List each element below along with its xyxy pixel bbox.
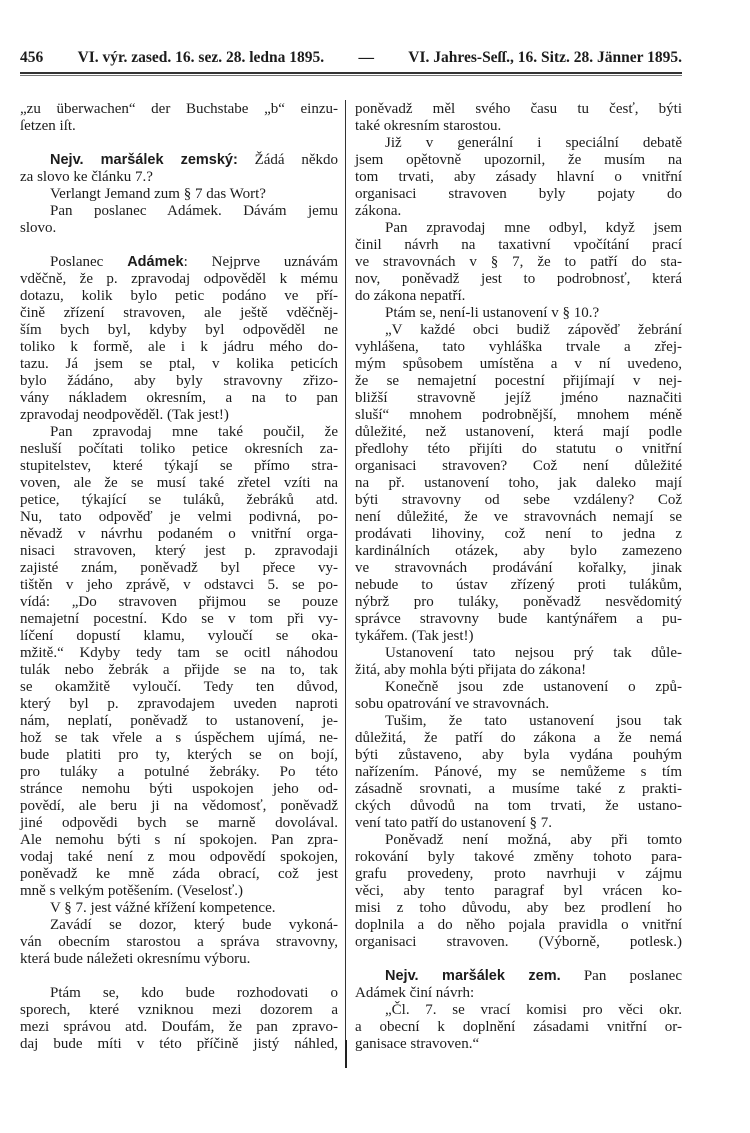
text-line: zásadně srovnati, a musíme také z prakti- — [355, 781, 682, 797]
text-line: nýbrž pro tuláky, poněvadž nesvědomitý — [355, 594, 682, 610]
text-line: který byl p. zpravodajem uveden naproti — [20, 696, 338, 712]
left-column — [20, 101, 338, 1053]
paragraph-gap — [20, 135, 338, 152]
text-line: jsem opětovně upozornil, že musím na — [355, 152, 682, 168]
text-line: vení tato patří do ustanovení § 7. — [355, 815, 553, 831]
text-line: Poněvadž není možná, aby při tomto — [385, 832, 682, 848]
text-line: nemajetní pocestní. Kdo se v tom při vy- — [20, 611, 338, 627]
paragraph-gap — [20, 968, 338, 985]
paragraph — [20, 424, 338, 900]
text-line: slovo. — [20, 220, 57, 236]
text-line: hož se tak vřele a s úspěchem ujímá, ne- — [20, 730, 338, 746]
text-line: zajisté znám, poněvadž byl přece vy- — [20, 560, 338, 576]
text-line: Pan zpravodaj mne také poučil, že — [50, 424, 338, 440]
text-line: stupitelstev, které týkají se přímo stra- — [20, 458, 338, 474]
text-line: činil návrh na taxativní vpočítání prací — [355, 237, 682, 253]
text-line: mým spůsobem umístěna a v ní uvedeno, — [355, 356, 682, 372]
text-line: organisaci stravoven byly pojaty do — [355, 186, 682, 202]
text-line: líčení dopustí klamu, vyloučí se oka- — [20, 628, 338, 644]
text-line: tulák nebo žebrák a přijde se na to, tak — [20, 662, 338, 678]
paragraph — [20, 985, 338, 1053]
paragraph — [355, 135, 682, 220]
text-line: daj bude míti v této příčině jistý náhled, — [20, 1036, 338, 1052]
paragraph — [355, 1002, 682, 1053]
text-line: a obecní k doplnění zásadami vnitřní or- — [355, 1019, 682, 1035]
text-line: zpravodaj neodpověděl. (Tak jest!) — [20, 407, 229, 423]
right-column — [355, 101, 682, 1053]
text-line: petice, týkající se tuláků, žebráků atd. — [20, 492, 338, 508]
text-line: ve stravovnách v § 7, že to patří do sta- — [355, 254, 682, 270]
text-line: stránce nemohu býti uspokojen jeho od- — [20, 781, 338, 797]
paragraph — [355, 713, 682, 832]
text-line: misi z toho důvodu, aby bez prodlení ho — [355, 900, 682, 916]
text-line: nesluší počítati toliko petice okresních za- — [20, 441, 338, 457]
text-line: zákona. — [355, 203, 402, 219]
text-line: ším bych byl, kdyby byl odpověděl ne — [20, 322, 338, 338]
paragraph — [20, 101, 338, 135]
paragraph — [20, 203, 338, 237]
text-line: bylo žádáno, aby byly stravovny zřizo- — [20, 373, 338, 389]
paragraph — [355, 832, 682, 951]
text-line: že se nemajetní pocestní přijímají v nej- — [355, 373, 682, 389]
header-german: VI. Jahres-Seſſ., 16. Sitz. 28. Jänner 1895. — [408, 49, 682, 66]
text-line: V § 7. jest vážné křížení kompetence. — [50, 900, 276, 916]
paragraph — [20, 917, 338, 968]
speaker-name: Nejv. maršálek zem. — [385, 968, 561, 984]
speaker-name: Nejv. maršálek zemský: — [50, 152, 238, 168]
paragraph — [20, 152, 338, 186]
text-line: ckých důvodů na tom trvati, že ustano- — [355, 798, 682, 814]
text-line: pro tuláky a potulné žebráky. Po této — [20, 764, 338, 780]
speaker-name: Adámek — [127, 254, 184, 270]
text-line: věci, aby tento paragraf byl vrácen ko- — [355, 883, 682, 899]
text-line: která bude náležeti okresnímu výboru. — [20, 951, 251, 967]
text-line: toliko k formě, ale i k jádru mého do- — [20, 339, 338, 355]
text-line: voven, ale že se musí také zřetel vzíti na — [20, 475, 338, 491]
paragraph — [355, 305, 682, 322]
text-line: „zu überwachen“ der Buchstabe „b“ einzu- — [20, 101, 338, 117]
text-line: na př. ustanovení toho, jak daleko mají — [355, 475, 682, 491]
text-line: bude platiti pro ty, kterých se on bojí, — [20, 747, 338, 763]
text-line: Pan zpravodaj mne odbyl, když jsem — [385, 220, 682, 236]
text-line: organisaci stravoven. (Výborně, potlesk.) — [355, 934, 682, 950]
text-line: býti stravovny od sebe vzdáleny? Což — [355, 492, 682, 508]
text-line: předlohy této přijíti do statutu o vnitřní — [355, 441, 682, 457]
text-line: tištěn v jeho zprávě, v odstavci 5. se po- — [20, 577, 338, 593]
text-line: poněvadž měl svého času tu česť, býti — [355, 101, 682, 117]
text-line: do zákona nepatří. — [355, 288, 466, 304]
page-number: 456 — [20, 49, 44, 66]
text-line: Zavádí se dozor, který bude vykoná- — [50, 917, 338, 933]
text-line: vyhlášena, tato vyhláška trvale a zřej- — [355, 339, 682, 355]
paragraph — [355, 968, 682, 1002]
header-rule-thin — [20, 75, 682, 76]
text-segment: Pan poslanec — [560, 968, 682, 984]
text-line: tazu. Já jsem se ptal, v kolika peticích — [20, 356, 338, 372]
text-line: prodávati lihoviny, což není to jedna z — [355, 526, 682, 542]
text-line: Verlangt Jemand zum § 7 das Wort? — [50, 186, 266, 202]
text-line: mžitě.“ Kdyby tedy tam se ocitl náhodou — [20, 645, 338, 661]
text-line: organisaci stravoven? Což není důležité — [355, 458, 682, 474]
text-line: nařízením. Pánové, my se nemůžeme s tím — [355, 764, 682, 780]
text-line: něvadž v návrhu podaném o vnitřní orga- — [20, 526, 338, 542]
paragraph — [20, 186, 338, 203]
text-line: ganisace stravoven.“ — [355, 1036, 480, 1052]
text-line: „Čl. 7. se vrací komisi pro věci okr. — [385, 1002, 682, 1018]
text-line: ſetzen iſt. — [20, 118, 76, 134]
text-line: mezi správou atd. Doufám, že pan zpravo- — [20, 1019, 338, 1035]
text-line: také okresním starostou. — [355, 118, 502, 134]
text-line: kardinálních otázek, aby bylo zamezeno — [355, 543, 682, 559]
text-line — [20, 254, 338, 271]
paragraph-gap — [355, 951, 682, 968]
text-line: tykářem. (Tak jest!) — [355, 628, 474, 644]
text-line: Ale nemohu býti s ní spokojen. Pan zpra- — [20, 832, 338, 848]
paragraph — [355, 101, 682, 135]
text-line: důležitá, že patří do zákona a že nemá — [355, 730, 682, 746]
text-line: za slovo ke článku 7.? — [20, 169, 153, 185]
text-line: vodaj také není z mou odpovědí spokojen, — [20, 849, 338, 865]
page-header — [20, 49, 682, 69]
text-line: grafu provedeny, proto navrhuji v zájmu — [355, 866, 682, 882]
text-line: důležité, než ustanovení, která mají podle — [355, 424, 682, 440]
text-segment: Poslanec — [50, 254, 128, 270]
text-line: sobu opatrování ve stravovnách. — [355, 696, 550, 712]
text-line: nisaci stravoven, který jest p. zpravodaji — [20, 543, 338, 559]
header-dash: — — [358, 49, 374, 66]
text-line: vídá: „Do stravoven přijmou se pouze — [20, 594, 338, 610]
text-line: Tušim, že tato ustanovení jsou tak — [385, 713, 682, 729]
text-line — [355, 968, 682, 985]
text-line: jiné odpovědi bych se marně dovolával. — [20, 815, 338, 831]
text-line: Adámek činí návrh: — [355, 985, 475, 1001]
text-line — [20, 152, 338, 169]
header-czech: VI. výr. zased. 16. sez. 28. ledna 1895. — [77, 49, 325, 66]
text-line: ván obecním starostou a správa stravovny, — [20, 934, 338, 950]
text-line: Ptám se, není-li ustanovení v § 10.? — [385, 305, 600, 321]
header-rule — [20, 72, 682, 74]
paragraph-gap — [20, 237, 338, 254]
text-line: sporech, které vzniknou mezi dozorem a — [20, 1002, 338, 1018]
text-line: poněvadž ke mně záda obrací, což jest — [20, 866, 338, 882]
text-line: bližší stravovně jejíž jméno naznačiti — [355, 390, 682, 406]
text-line: doplnila a do něho pojala pravidla o vnitřní — [355, 917, 682, 933]
column-divider — [345, 100, 346, 1068]
text-line: není důležité, že ve stravovnách nemají se — [355, 509, 682, 525]
text-line: „V každé obci budiž zápověď žebrání — [385, 322, 682, 338]
text-line: Konečně jsou zde ustanovení o způ- — [385, 679, 682, 695]
text-line: Pan poslanec Adámek. Dávám jemu — [50, 203, 338, 219]
text-line: dotazu, kolik bylo petic podáno ve pří- — [20, 288, 338, 304]
text-line: Již v generální i speciální debatě — [385, 135, 682, 151]
text-line: nebude to ústav zřízený proti tulákům, — [355, 577, 682, 593]
paragraph — [355, 322, 682, 645]
text-segment: : Nejprve uznávám — [183, 254, 338, 270]
paragraph — [20, 900, 338, 917]
column-divider-end — [345, 1040, 347, 1068]
text-line: vděčně, že p. zpravodaj odpověděl k mému — [20, 271, 338, 287]
paragraph — [20, 254, 338, 424]
text-line: tom trvati, aby zásady hlavní o vnitřní — [355, 169, 682, 185]
text-line: povědí, ale beru ji na vědomosť, poněvadž — [20, 798, 338, 814]
text-line: sluší“ mnohem podrobnější, mnohem méně — [355, 407, 682, 423]
paragraph — [355, 679, 682, 713]
paragraph — [355, 220, 682, 305]
text-line: Ustanovení tato nejsou prý tak důle- — [385, 645, 682, 661]
text-line: ve stravovnách prodávání kořalky, jinak — [355, 560, 682, 576]
text-line: správce stravovny bude kantýnářem a pu- — [355, 611, 682, 627]
text-line: mně s velkým potěšením. (Veselosť.) — [20, 883, 244, 899]
text-line: vány nákladem okresním, a na to pan — [20, 390, 338, 406]
text-line: rokování byly takové změny tohoto para- — [355, 849, 682, 865]
text-line: žitá, aby mohla býti přijata do zákona! — [355, 662, 587, 678]
text-line: Ptám se, kdo bude rozhodovati o — [50, 985, 338, 1001]
text-line: Nu, tato odpověď je velmi podivná, po- — [20, 509, 338, 525]
text-line: nov, poněvadž jest to podrobnosť, která — [355, 271, 682, 287]
text-line: nám, neplatí, poněvadž to ustanovení, je- — [20, 713, 338, 729]
text-segment: Žádá někdo — [237, 152, 338, 168]
text-line: býti zůstaveno, aby byla vydána pouhým — [355, 747, 682, 763]
text-line: se okamžitě vyloučí. Tedy ten důvod, — [20, 679, 338, 695]
text-line: čině zřízení stravoven, ale ještě vděčněj- — [20, 305, 338, 321]
paragraph — [355, 645, 682, 679]
